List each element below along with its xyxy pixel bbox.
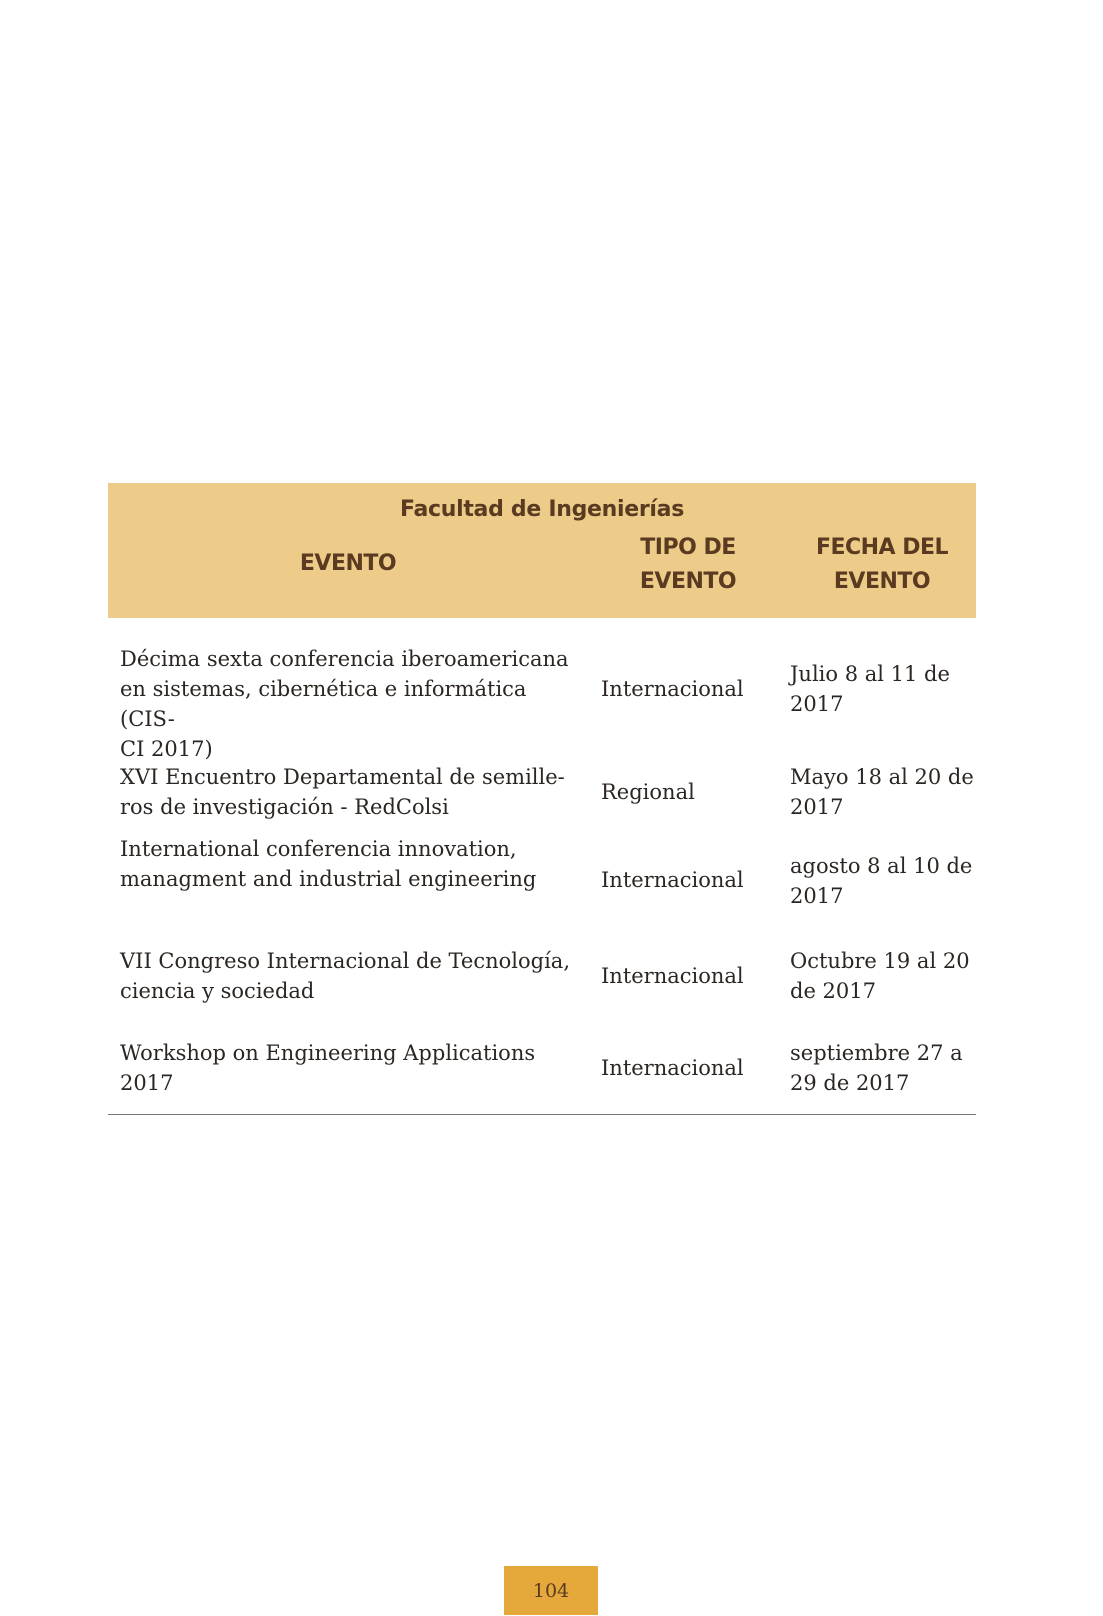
cell-fecha bbox=[790, 659, 976, 719]
table-header bbox=[108, 483, 976, 618]
cell-evento bbox=[120, 834, 570, 894]
cell-line: 2017 bbox=[120, 1071, 174, 1095]
cell-fecha bbox=[790, 851, 976, 911]
cell-line: ciencia y sociedad bbox=[120, 979, 315, 1003]
cell-line: Julio 8 al 11 de bbox=[790, 662, 950, 686]
cell-tipo: Internacional bbox=[601, 677, 744, 701]
faculty-title: Facultad de Ingenierías bbox=[400, 497, 684, 522]
cell-evento bbox=[120, 644, 570, 764]
cell-tipo: Regional bbox=[601, 780, 695, 804]
cell-line: septiembre 27 a bbox=[790, 1041, 963, 1065]
cell-line: VII Congreso Internacional de Tecnología, bbox=[120, 949, 570, 973]
cell-tipo: Internacional bbox=[601, 868, 744, 892]
cell-fecha bbox=[790, 946, 976, 1006]
page-number: 104 bbox=[504, 1566, 598, 1615]
table-bottom-rule bbox=[108, 1114, 976, 1115]
cell-line: 2017 bbox=[790, 795, 844, 819]
cell-line: CI 2017) bbox=[120, 737, 213, 761]
cell-line: 29 de 2017 bbox=[790, 1071, 910, 1095]
events-table bbox=[108, 483, 976, 1095]
cell-line: XVI Encuentro Departamental de semille- bbox=[120, 765, 565, 789]
cell-evento bbox=[120, 1038, 570, 1098]
cell-line: de 2017 bbox=[790, 979, 876, 1003]
cell-line: Décima sexta conferencia iberoamericana bbox=[120, 647, 569, 671]
cell-line: Octubre 19 al 20 bbox=[790, 949, 970, 973]
cell-tipo: Internacional bbox=[601, 964, 744, 988]
column-header-tipo-line: EVENTO bbox=[639, 569, 737, 594]
cell-evento bbox=[120, 762, 570, 822]
cell-line: 2017 bbox=[790, 692, 844, 716]
cell-evento bbox=[120, 946, 570, 1006]
column-header-tipo-line: TIPO DE bbox=[640, 535, 736, 560]
cell-line: en sistemas, cibernética e informática (CIS- bbox=[120, 677, 527, 731]
column-header-fecha bbox=[788, 531, 976, 599]
column-header-evento: EVENTO bbox=[299, 551, 397, 576]
cell-line: 2017 bbox=[790, 884, 844, 908]
cell-line: ros de investigación - RedColsi bbox=[120, 795, 449, 819]
cell-line: International conferencia innovation, bbox=[120, 837, 517, 861]
cell-tipo: Internacional bbox=[601, 1056, 744, 1080]
column-header-fecha-line: FECHA DEL bbox=[815, 535, 949, 560]
cell-fecha bbox=[790, 1038, 976, 1098]
cell-fecha bbox=[790, 762, 976, 822]
cell-line: Mayo 18 al 20 de bbox=[790, 765, 974, 789]
cell-line: managment and industrial engineering bbox=[120, 867, 537, 891]
column-header-tipo bbox=[588, 531, 788, 599]
cell-line: agosto 8 al 10 de bbox=[790, 854, 973, 878]
cell-line: Workshop on Engineering Applications bbox=[120, 1041, 536, 1065]
column-header-fecha-line: EVENTO bbox=[833, 569, 931, 594]
